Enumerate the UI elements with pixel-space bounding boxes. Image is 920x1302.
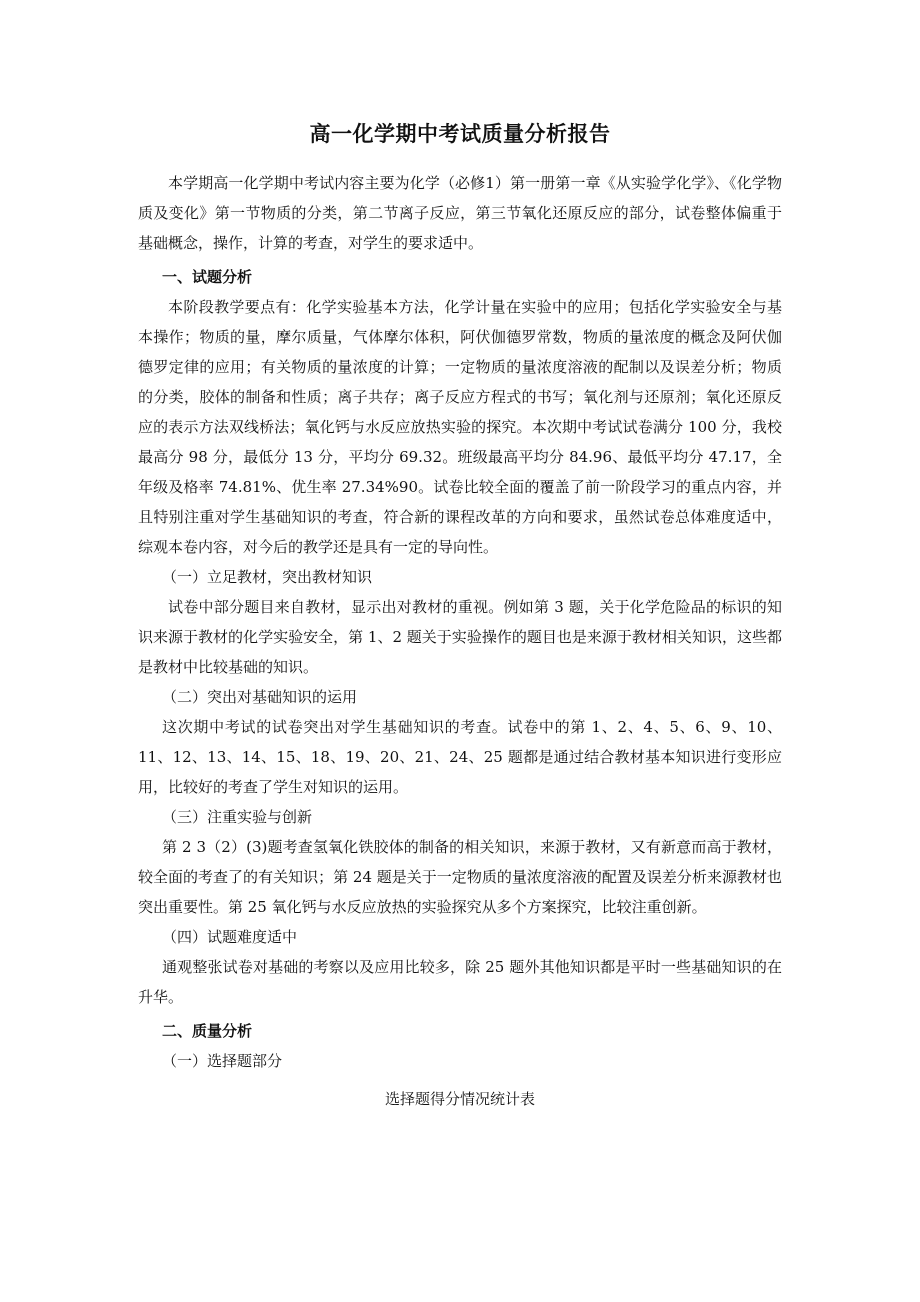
subsection-heading-experiment: （三）注重实验与创新 [162,808,313,826]
subsection-heading-multiple-choice: （一）选择题部分 [162,1052,283,1070]
subsection-paragraph-experiment: 第 2 3（2）(3)题考查氢氧化铁胶体的制备的相关知识，来源于教材，又有新意而高于教材，较全面的考查了的有关知识；第 24 题是关于一定物质的量浓度溶液的配置及误差分析来源教材也突出重要性。第 25 氧化钙与水反应放热的实验探究从多个方案探究，比较注重创新。 [138,838,782,916]
table-caption: 选择题得分情况统计表 [384,1090,535,1108]
subsection-heading-difficulty: （四）试题难度适中 [162,928,298,946]
document-title: 高一化学期中考试质量分析报告 [309,122,611,146]
subsection-paragraph-basics: 这次期中考试的试卷突出对学生基础知识的考查。试卷中的第 1、2、4、5、6、9、10、11、12、13、14、15、18、19、20、21、24、25 题都是通过结合教材基本知识进行变形应用，比较好的考查了学生对知识的运用。 [138,718,782,796]
section1-paragraph: 本阶段教学要点有：化学实验基本方法，化学计量在实验中的应用；包括化学实验安全与基本操作；物质的量，摩尔质量，气体摩尔体积，阿伏伽德罗常数，物质的量浓度的概念及阿伏伽德罗定律的应用；有关物质的量浓度的计算；一定物质的量浓度溶液的配制以及误差分析；物质的分类，胶体的制备和性质；离子共存；离子反应方程式的书写；氧化剂与还原剂；氧化还原反应的表示方法双线桥法；氧化钙与水反应放热实验的探究。本次期中考试试卷满分 100 分，我校最高分 98 分，最低分 13 分，平均分 69.32。班级最高平均分 84.96、最低平均分 47.17，全年级及格率 74.81%、优生率 27.34%90。试卷比较全面的覆盖了前一阶段学习的重点内容，并且特别注重对学生基础知识的考查，符合新的课程改革的方向和要求，虽然试卷总体难度适中，综观本卷内容，对今后的教学还是具有一定的导向性。 [138,298,782,556]
intro-paragraph: 本学期高一化学期中考试内容主要为化学（必修1）第一册第一章《从实验学化学》、《化学物质及变化》第一节物质的分类，第二节离子反应，第三节氧化还原反应的部分，试卷整体偏重于基础概念，操作，计算的考查，对学生的要求适中。 [138,174,782,252]
subsection-heading-basics: （二）突出对基础知识的运用 [162,688,358,706]
section-heading-quality-analysis: 二、质量分析 [162,1022,253,1040]
section-heading-question-analysis: 一、试题分析 [162,268,253,286]
subsection-paragraph-difficulty: 通观整张试卷对基础的考察以及应用比较多，除 25 题外其他知识都是平时一些基础知识的在升华。 [138,958,782,1006]
subsection-heading-textbook: （一）立足教材，突出教材知识 [162,568,373,586]
subsection-paragraph-textbook: 试卷中部分题目来自教材，显示出对教材的重视。例如第 3 题，关于化学危险品的标识的知识来源于教材的化学实验安全，第 1、2 题关于实验操作的题目也是来源于教材相关知识，这些都是教材中比较基础的知识。 [138,598,782,676]
